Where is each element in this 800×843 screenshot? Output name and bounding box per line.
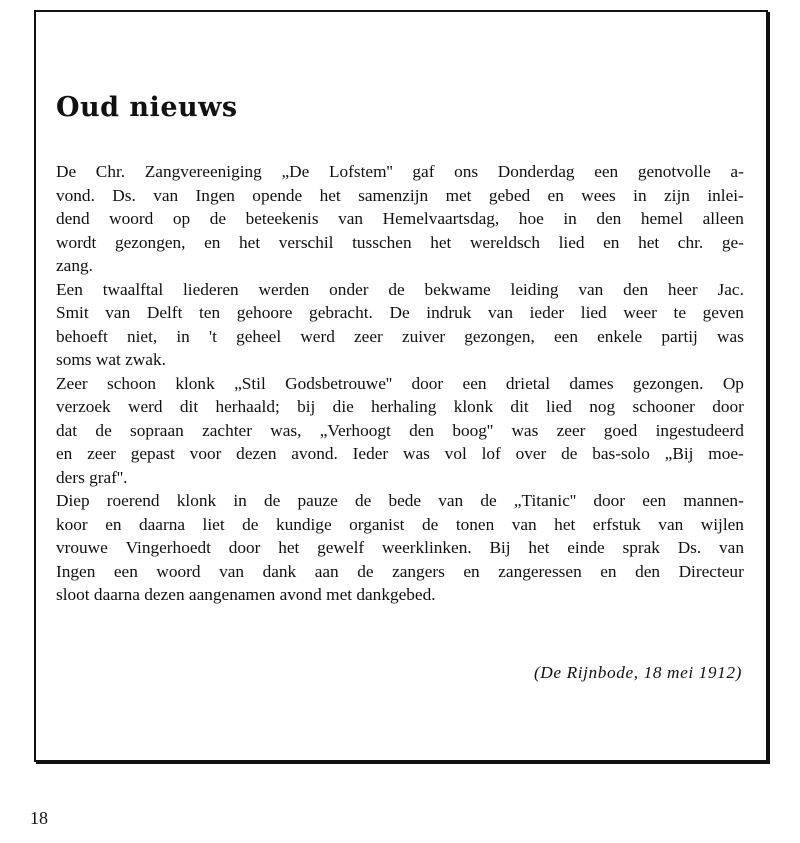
article-line: ders graf''. (56, 467, 128, 487)
article-line: dend woord op de beteekenis van Hemelvaartsdag, hoe in den hemel alleen (56, 209, 744, 228)
article-line: sloot daarna dezen aangenamen avond met dankgebed. (56, 585, 436, 604)
article-line: De Chr. Zangvereeniging „De Lofstem'' gaf ons Donderdag een genotvolle a- (56, 162, 744, 181)
article-line: dat de sopraan zachter was, „Verhoogt den boog'' was zeer goed ingestudeerd (56, 420, 744, 440)
article-line: koor en daarna liet de kundige organist de tonen van het erfstuk van wijlen (56, 514, 744, 534)
article-line: Ingen een woord van dank aan de zangers en zangeressen en den Directeur (56, 561, 744, 581)
article-line: Zeer schoon klonk „Stil Godsbetrouwe'' door een drietal dames gezongen. Op (56, 373, 744, 393)
article-line: zang. (56, 256, 93, 275)
article-title: Oud nieuws (56, 92, 238, 123)
article-line: vrouwe Vingerhoedt door het gewelf weerklinken. Bij het einde sprak Ds. van (56, 538, 744, 557)
article-line: verzoek werd dit herhaald; bij die herhaling klonk dit lied nog schooner door (56, 397, 744, 416)
frame-shadow-right (767, 12, 770, 764)
article-line: soms wat zwak. (56, 350, 166, 369)
article-line: behoeft niet, in 't geheel werd zeer zuiver gezongen, een enkele partij was (56, 326, 744, 346)
frame-shadow-bottom (36, 761, 770, 764)
article-line: wordt gezongen, en het verschil tusschen het wereldsch lied en het chr. ge- (56, 232, 744, 252)
page-number: 18 (30, 808, 48, 828)
article-line: vond. Ds. van Ingen opende het samenzijn met gebed en wees in zijn inlei- (56, 185, 744, 205)
article-line: Diep roerend klonk in de pauze de bede van de „Titanic'' door een mannen- (56, 491, 744, 510)
article-line: en zeer gepast voor dezen avond. Ieder was vol lof over de bas-solo „Bij moe- (56, 444, 744, 463)
article-line: Smit van Delft ten gehoore gebracht. De indruk van ieder lied weer te geven (56, 303, 744, 322)
article-body (56, 160, 744, 607)
article-line: Een twaalftal liederen werden onder de bekwame leiding van den heer Jac. (56, 279, 744, 299)
article-source: (De Rijnbode, 18 mei 1912) (533, 663, 742, 682)
